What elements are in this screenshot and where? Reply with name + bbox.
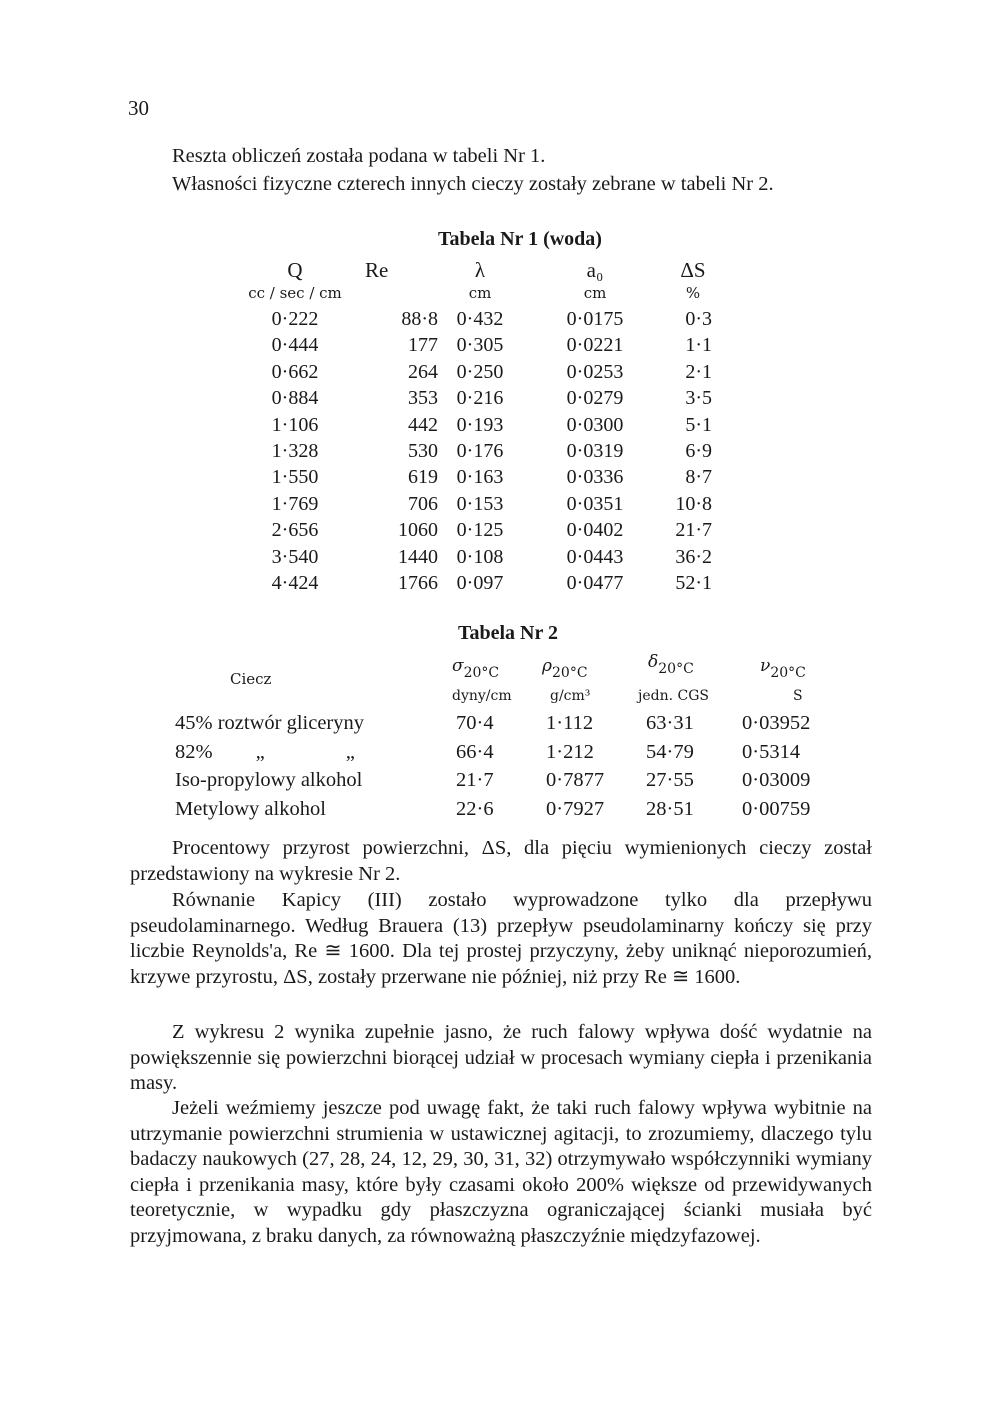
- table1-cell-re: 177: [408, 334, 438, 357]
- table1-cell-a0: 0·0351: [566, 492, 624, 515]
- table2-row: [150, 798, 870, 827]
- table1-units-row: [240, 284, 720, 308]
- table1-row: [240, 387, 720, 413]
- table2-row-name: 45% roztwór gliceryny: [175, 712, 364, 734]
- table2-cell-rho: 0·7927: [546, 797, 605, 820]
- table1-row: [240, 466, 720, 492]
- ditto-mark: „: [255, 740, 265, 763]
- table2-cell-nu: 0·5314: [742, 740, 801, 763]
- table2-cell-sigma: 22·6: [456, 797, 494, 820]
- table2-header: [150, 652, 870, 712]
- table2-row: [150, 769, 870, 798]
- table1-cell-delta-s: 0·3: [685, 308, 712, 330]
- table2-cell-delta: 54·79: [646, 740, 694, 763]
- table1-row: [240, 308, 720, 334]
- table1-header-a0: a₀: [586, 258, 604, 282]
- table1-cell-a0: 0·0279: [566, 387, 624, 410]
- table1-cell-lambda: 0·153: [456, 492, 504, 515]
- table1-cell-delta-s: 6·9: [685, 439, 712, 462]
- table1-row: [240, 493, 720, 519]
- table2-unit-nu: S: [793, 688, 803, 704]
- table1-cell-q: 0·222: [271, 308, 319, 330]
- table1-cell-delta-s: 2·1: [685, 360, 712, 383]
- table1-cell-a0: 0·0443: [566, 545, 624, 568]
- table2-cell-delta: 63·31: [646, 712, 694, 734]
- table1-cell-q: 1·550: [271, 466, 319, 489]
- table1-header-q: Q: [287, 258, 303, 282]
- table1-title: Tabela Nr 1 (woda): [438, 228, 602, 250]
- table1-cell-q: 1·106: [271, 413, 319, 436]
- paragraph-kapica-equation: Równanie Kapicy (III) zostało wyprowadzone tylko dla przepływu pseudolaminarnego. Według Brauera (13) przepływ pseudolaminarny kończy się przy liczbie Reynolds'a, Re ≅ 1600. Dla tej prostej przyczyny, żeby uniknąć nieporozumień, krzywe przyrostu, ΔS, zostały przerwane nie później, niż przy Re ≅ 1600.: [130, 889, 872, 988]
- table1-row: [240, 361, 720, 387]
- table1-cell-a0: 0·0319: [566, 439, 624, 462]
- table1-cell-q: 1·769: [271, 492, 319, 515]
- table1-cell-re: 1060: [398, 519, 438, 542]
- table1-cell-lambda: 0·216: [456, 387, 504, 410]
- table2-header-delta: [648, 652, 694, 677]
- table1-unit-lambda: cm: [468, 284, 492, 302]
- table2-title: Tabela Nr 2: [457, 622, 559, 644]
- table1-cell-delta-s: 36·2: [675, 545, 712, 568]
- table2-cell-nu: 0·03009: [742, 769, 811, 791]
- ditto-mark: „: [345, 740, 355, 763]
- table1-cell-q: 0·444: [271, 334, 319, 357]
- table1-header-lambda: λ: [474, 258, 486, 282]
- page-number: 30: [128, 96, 149, 120]
- table1-cell-a0: 0·0221: [566, 334, 624, 357]
- table1-cell-re: 619: [408, 466, 438, 489]
- table1-cell-delta-s: 52·1: [675, 571, 712, 594]
- table1-header-delta-s: ΔS: [680, 258, 706, 282]
- table1-cell-re: 1766: [398, 571, 438, 594]
- table2-cell-sigma: 70·4: [456, 712, 494, 734]
- table2-row-name: Metylowy alkohol: [175, 797, 326, 820]
- table1-cell-delta-s: 8·7: [685, 466, 712, 489]
- table2-header-nu: [760, 656, 806, 681]
- table1-header-row: [240, 258, 720, 284]
- table1-cell-delta-s: 3·5: [685, 387, 712, 410]
- table1-cell-delta-s: 10·8: [675, 492, 712, 515]
- paragraph-heat-transfer: Jeżeli weźmiemy jeszcze pod uwagę fakt, że taki ruch falowy wpływa wybitnie na utrzymanie powierzchni strumienia w ustawicznej agitacji, to zrozumiemy, dlaczego tylu badaczy naukowych (27, 28, 24, 12, 29, 30, 31, 32) otrzymywało współczynniki wymiany ciepła i przenikania masy, które były czasami około 200% większe od przewidywanych teoretycznie, w wypadku gdy płaszczyzna ograniczającej ścianki musiała być przyjmowana, z braku danych, za równoważną płaszczyźnie międzyfazowej.: [130, 1097, 872, 1247]
- table2-cell-delta: 27·55: [646, 769, 694, 791]
- table1-cell-lambda: 0·097: [456, 571, 504, 594]
- table1-cell-delta-s: 21·7: [675, 519, 712, 542]
- table2-cell-rho: 1·212: [546, 740, 594, 763]
- table1-cell-a0: 0·0253: [566, 360, 624, 383]
- table1-cell-re: 530: [408, 439, 438, 462]
- table2-row-name: [175, 741, 393, 764]
- table1-cell-a0: 0·0336: [566, 466, 624, 489]
- table1-cell-lambda: 0·250: [456, 360, 504, 383]
- nu-symbol: ν: [760, 656, 771, 676]
- table2-cell-nu: 0·00759: [742, 797, 811, 820]
- nu-subscript: 20°C: [770, 665, 806, 681]
- table1-cell-re: 353: [408, 387, 438, 410]
- delta-subscript: 20°C: [658, 661, 694, 677]
- table1-row: [240, 572, 720, 598]
- table2-row: [150, 712, 870, 741]
- table2: [150, 652, 870, 826]
- table1-row: [240, 440, 720, 466]
- table1-unit-q: cc / sec / cm: [248, 284, 342, 302]
- table1-cell-delta-s: 5·1: [685, 413, 712, 436]
- table1-cell-q: 3·540: [271, 545, 319, 568]
- table2-header-sigma: [452, 656, 500, 681]
- table1-cell-q: 1·328: [271, 439, 319, 462]
- table1-cell-lambda: 0·108: [456, 545, 504, 568]
- table1-cell-lambda: 0·193: [456, 413, 504, 436]
- table2-cell-sigma: 21·7: [456, 769, 494, 791]
- table1-cell-q: 4·424: [271, 571, 319, 594]
- table2-cell-sigma: 66·4: [456, 740, 494, 763]
- table1-cell-q: 0·884: [271, 387, 319, 410]
- table1-cell-q: 2·656: [271, 519, 319, 542]
- paragraph-wave-motion: Z wykresu 2 wynika zupełnie jasno, że ruch falowy wpływa dość wydatnie na powiększennie się powierzchni biorącej udział w procesach wymiany ciepła i przenikania masy.: [130, 1021, 872, 1095]
- intro-paragraph-2: Własności fizyczne czterech innych cieczy zostały zebrane w tabeli Nr 2.: [172, 173, 774, 195]
- table1-header-re: Re: [365, 258, 389, 282]
- table1-cell-lambda: 0·432: [456, 308, 504, 330]
- table2-cell-rho: 1·112: [546, 712, 594, 734]
- table2-header-rho: [542, 656, 588, 681]
- sigma-subscript: 20°C: [463, 665, 500, 681]
- sigma-symbol: σ: [452, 656, 464, 676]
- table1-row: [240, 334, 720, 360]
- table1: [240, 258, 720, 598]
- table1-cell-re: 264: [408, 360, 438, 383]
- table2-unit-rho: g/cm³: [550, 688, 591, 704]
- table2-header-name: Ciecz: [230, 670, 272, 688]
- table1-unit-delta-s: %: [685, 284, 701, 302]
- table1-cell-re: 88·8: [401, 308, 438, 330]
- table2-row: [150, 741, 870, 770]
- table1-cell-lambda: 0·305: [456, 334, 504, 357]
- intro-paragraph-1: Reszta obliczeń została podana w tabeli Nr 1.: [172, 145, 546, 167]
- table2-cell-rho: 0·7877: [546, 769, 605, 791]
- paragraph-delta-s: Procentowy przyrost powierzchni, ΔS, dla pięciu wymienionych cieczy został przedstawiony na wykresie Nr 2.: [130, 837, 872, 885]
- table1-cell-re: 706: [408, 492, 438, 515]
- table1-cell-a0: 0·0402: [566, 519, 624, 542]
- table1-row: [240, 519, 720, 545]
- table2-row-name: Iso-propylowy alkohol: [175, 769, 363, 791]
- table1-cell-lambda: 0·176: [456, 439, 504, 462]
- table1-unit-a0: cm: [583, 284, 607, 302]
- table1-cell-q: 0·662: [271, 360, 319, 383]
- table1-cell-re: 442: [408, 413, 438, 436]
- table2-unit-delta: jedn. CGS: [638, 688, 709, 704]
- table2-cell-nu: 0·03952: [742, 712, 811, 734]
- table1-cell-re: 1440: [398, 545, 438, 568]
- table1-cell-a0: 0·0175: [566, 308, 624, 330]
- table1-cell-delta-s: 1·1: [685, 334, 712, 357]
- delta-symbol: δ: [648, 652, 659, 672]
- table1-cell-a0: 0·0477: [566, 571, 624, 594]
- rho-subscript: 20°C: [552, 665, 588, 681]
- table1-row: [240, 414, 720, 440]
- table2-unit-sigma: dyny/cm: [452, 688, 512, 704]
- rho-symbol: ρ: [542, 656, 552, 676]
- table1-body: [240, 308, 720, 598]
- table2-cell-delta: 28·51: [646, 797, 694, 820]
- table1-cell-lambda: 0·125: [456, 519, 504, 542]
- table2-row-name-text: 82%: [175, 740, 213, 763]
- table1-cell-lambda: 0·163: [456, 466, 504, 489]
- table1-cell-a0: 0·0300: [566, 413, 624, 436]
- table1-row: [240, 546, 720, 572]
